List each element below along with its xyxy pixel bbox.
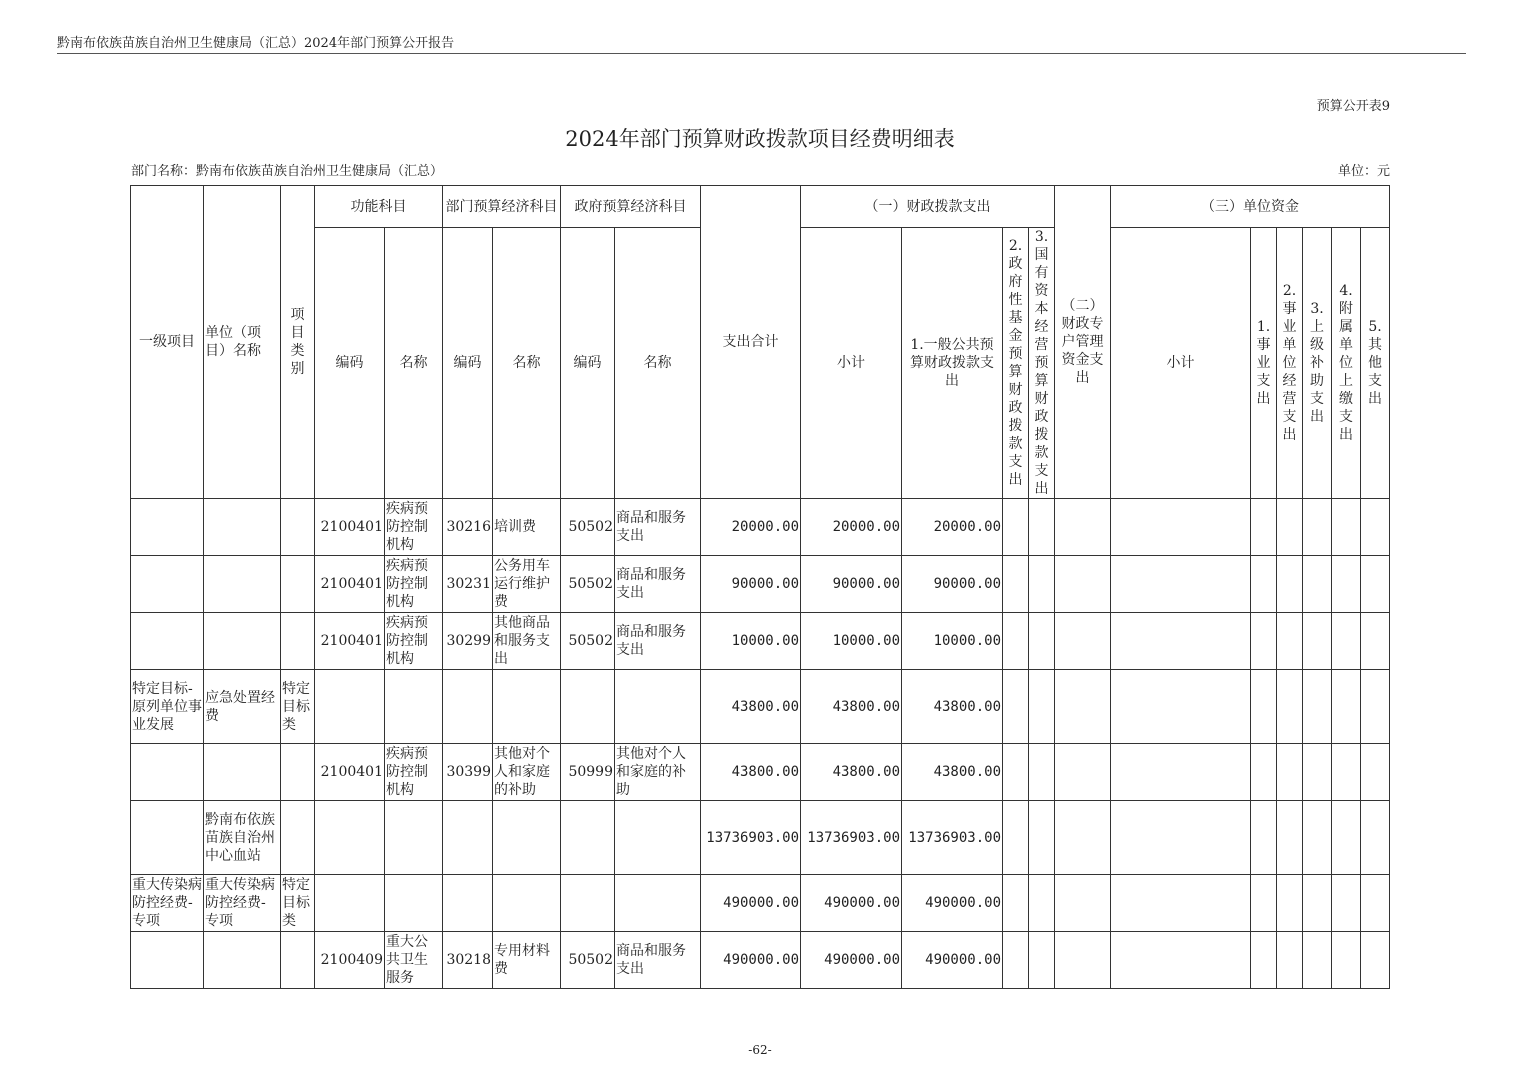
fin-gov-fund-cell [1003, 499, 1029, 556]
header-unit-name: 单位（项目）名称 [204, 186, 281, 499]
table-row [131, 556, 1390, 613]
fin-general-cell: 10000.00 [902, 613, 1003, 670]
unit-upper-cell [1303, 932, 1332, 989]
unit-affil-cell [1332, 499, 1361, 556]
fin-gov-fund-cell [1003, 670, 1029, 744]
level1-cell [131, 932, 204, 989]
category-cell [281, 613, 315, 670]
fin-subtotal-cell: 13736903.00 [801, 801, 902, 875]
fin-state-cap-cell [1029, 801, 1055, 875]
unit-subtotal-cell [1111, 744, 1251, 801]
unit-subtotal-cell [1111, 875, 1251, 932]
unit-affil-cell [1332, 613, 1361, 670]
special-cell [1055, 613, 1111, 670]
level1-cell [131, 613, 204, 670]
header-func-name: 名称 [385, 228, 443, 499]
fin-state-cap-cell [1029, 932, 1055, 989]
gov-name-cell: 商品和服务支出 [615, 932, 701, 989]
special-cell [1055, 744, 1111, 801]
table-row [131, 670, 1390, 744]
total-cell: 490000.00 [701, 932, 801, 989]
fin-gov-fund-cell [1003, 932, 1029, 989]
fin-general-cell: 43800.00 [902, 744, 1003, 801]
header-gov-code: 编码 [561, 228, 615, 499]
fin-state-cap-cell [1029, 613, 1055, 670]
fin-subtotal-cell: 490000.00 [801, 875, 902, 932]
unit-subtotal-cell [1111, 556, 1251, 613]
page-number: -62- [748, 1043, 772, 1057]
header-category: 项目类别 [281, 186, 315, 499]
header-func: 功能科目 [315, 186, 443, 228]
gov-code-cell [561, 670, 615, 744]
fin-state-cap-cell [1029, 670, 1055, 744]
unit-biz-op-cell [1277, 801, 1303, 875]
func-name-cell: 疾病预防控制机构 [385, 613, 443, 670]
unit-biz-cell [1251, 744, 1277, 801]
total-cell: 10000.00 [701, 613, 801, 670]
dept-name-cell: 公务用车运行维护费 [493, 556, 561, 613]
unit-biz-cell [1251, 613, 1277, 670]
page-title: 2024年部门预算财政拨款项目经费明细表 [565, 127, 955, 151]
func-name-cell: 疾病预防控制机构 [385, 744, 443, 801]
header-unit-funds: （三）单位资金 [1111, 186, 1390, 228]
special-cell [1055, 932, 1111, 989]
gov-name-cell [615, 875, 701, 932]
header-unit-subtotal: 小计 [1111, 228, 1251, 499]
unit-subtotal-cell [1111, 932, 1251, 989]
table-row [131, 801, 1390, 875]
fin-subtotal-cell: 43800.00 [801, 670, 902, 744]
dept-code-cell: 30218 [443, 932, 493, 989]
unit-other-cell [1361, 875, 1390, 932]
gov-name-cell [615, 670, 701, 744]
func-code-cell: 2100401 [315, 744, 385, 801]
unit-subtotal-cell [1111, 670, 1251, 744]
total-cell: 490000.00 [701, 875, 801, 932]
fin-gov-fund-cell [1003, 801, 1029, 875]
unit-biz-op-cell [1277, 932, 1303, 989]
unit-upper-cell [1303, 613, 1332, 670]
header-special: （二）财政专户管理资金支出 [1055, 186, 1111, 499]
header-dept-code: 编码 [443, 228, 493, 499]
func-code-cell [315, 801, 385, 875]
header-fin-subtotal: 小计 [801, 228, 902, 499]
table-number: 预算公开表9 [1316, 99, 1390, 114]
header-func-code: 编码 [315, 228, 385, 499]
dept-name-cell [493, 875, 561, 932]
unit-name-cell [204, 932, 281, 989]
header-unit-affil: 4.附属单位上缴支出 [1332, 228, 1361, 499]
header-dept-econ: 部门预算经济科目 [443, 186, 561, 228]
dept-name-cell: 培训费 [493, 499, 561, 556]
gov-code-cell: 50502 [561, 556, 615, 613]
total-cell: 43800.00 [701, 744, 801, 801]
category-cell: 特定目标类 [281, 670, 315, 744]
unit-upper-cell [1303, 556, 1332, 613]
func-code-cell [315, 670, 385, 744]
unit-name-cell [204, 499, 281, 556]
unit-other-cell [1361, 670, 1390, 744]
unit-name-cell [204, 556, 281, 613]
unit-affil-cell [1332, 801, 1361, 875]
table-row [131, 744, 1390, 801]
special-cell [1055, 556, 1111, 613]
level1-cell [131, 801, 204, 875]
fin-general-cell: 490000.00 [902, 932, 1003, 989]
category-cell [281, 556, 315, 613]
gov-code-cell: 50502 [561, 932, 615, 989]
total-cell: 90000.00 [701, 556, 801, 613]
document-header: 黔南布依族苗族自治州卫生健康局（汇总）2024年部门预算公开报告 [57, 36, 455, 51]
fin-subtotal-cell: 43800.00 [801, 744, 902, 801]
unit-name-cell: 重大传染病防控经费-专项 [204, 875, 281, 932]
fin-gov-fund-cell [1003, 556, 1029, 613]
header-fin: （一）财政拨款支出 [801, 186, 1055, 228]
level1-cell [131, 556, 204, 613]
fin-gov-fund-cell [1003, 744, 1029, 801]
func-code-cell: 2100401 [315, 613, 385, 670]
header-gov-econ: 政府预算经济科目 [561, 186, 701, 228]
func-name-cell [385, 801, 443, 875]
fin-gov-fund-cell [1003, 613, 1029, 670]
unit-other-cell [1361, 556, 1390, 613]
unit-biz-op-cell [1277, 670, 1303, 744]
unit-affil-cell [1332, 670, 1361, 744]
header-rule [57, 53, 1466, 54]
func-name-cell: 疾病预防控制机构 [385, 499, 443, 556]
func-code-cell: 2100401 [315, 556, 385, 613]
unit-other-cell [1361, 744, 1390, 801]
unit-other-cell [1361, 613, 1390, 670]
total-cell: 13736903.00 [701, 801, 801, 875]
unit-subtotal-cell [1111, 499, 1251, 556]
unit-biz-op-cell [1277, 875, 1303, 932]
unit-upper-cell [1303, 801, 1332, 875]
fin-general-cell: 43800.00 [902, 670, 1003, 744]
fin-gov-fund-cell [1003, 875, 1029, 932]
table-row [131, 875, 1390, 932]
total-cell: 20000.00 [701, 499, 801, 556]
header-level1: 一级项目 [131, 186, 204, 499]
func-code-cell: 2100409 [315, 932, 385, 989]
dept-code-cell [443, 801, 493, 875]
table-row [131, 932, 1390, 989]
fin-state-cap-cell [1029, 499, 1055, 556]
category-cell [281, 744, 315, 801]
unit-other-cell [1361, 801, 1390, 875]
unit-name-cell [204, 744, 281, 801]
department-name: 部门名称：黔南布依族苗族自治州卫生健康局（汇总） [131, 164, 444, 179]
dept-name-cell [493, 801, 561, 875]
unit-biz-op-cell [1277, 499, 1303, 556]
table-row [131, 499, 1390, 556]
unit-subtotal-cell [1111, 801, 1251, 875]
header-fin-state-cap: 3.国有资本经营预算财政拨款支出 [1029, 228, 1055, 499]
dept-name-cell [493, 670, 561, 744]
fin-state-cap-cell [1029, 875, 1055, 932]
unit-biz-cell [1251, 801, 1277, 875]
unit-upper-cell [1303, 670, 1332, 744]
gov-name-cell: 商品和服务支出 [615, 613, 701, 670]
unit-affil-cell [1332, 875, 1361, 932]
header-gov-name: 名称 [615, 228, 701, 499]
header-fin-general: 1.一般公共预算财政拨款支出 [902, 228, 1003, 499]
dept-code-cell: 30231 [443, 556, 493, 613]
gov-code-cell: 50999 [561, 744, 615, 801]
unit-biz-cell [1251, 499, 1277, 556]
unit-upper-cell [1303, 875, 1332, 932]
fin-general-cell: 13736903.00 [902, 801, 1003, 875]
gov-code-cell [561, 801, 615, 875]
special-cell [1055, 875, 1111, 932]
table-row [131, 613, 1390, 670]
fin-general-cell: 90000.00 [902, 556, 1003, 613]
gov-code-cell: 50502 [561, 613, 615, 670]
level1-cell: 特定目标-原列单位事业发展 [131, 670, 204, 744]
fin-subtotal-cell: 90000.00 [801, 556, 902, 613]
level1-cell [131, 744, 204, 801]
dept-code-cell: 30399 [443, 744, 493, 801]
unit-affil-cell [1332, 744, 1361, 801]
unit-biz-op-cell [1277, 613, 1303, 670]
level1-cell: 重大传染病防控经费-专项 [131, 875, 204, 932]
level1-cell [131, 499, 204, 556]
func-name-cell [385, 875, 443, 932]
unit-upper-cell [1303, 744, 1332, 801]
currency-unit: 单位：元 [1337, 164, 1390, 179]
func-name-cell: 疾病预防控制机构 [385, 556, 443, 613]
header-row-1 [131, 186, 1390, 228]
category-cell [281, 801, 315, 875]
func-code-cell: 2100401 [315, 499, 385, 556]
header-unit-biz: 1.事业支出 [1251, 228, 1277, 499]
category-cell [281, 499, 315, 556]
dept-code-cell [443, 670, 493, 744]
fin-subtotal-cell: 10000.00 [801, 613, 902, 670]
category-cell [281, 932, 315, 989]
fin-general-cell: 20000.00 [902, 499, 1003, 556]
total-cell: 43800.00 [701, 670, 801, 744]
fin-general-cell: 490000.00 [902, 875, 1003, 932]
dept-code-cell [443, 875, 493, 932]
dept-name-cell: 其他对个人和家庭的补助 [493, 744, 561, 801]
fin-state-cap-cell [1029, 556, 1055, 613]
budget-table [130, 185, 1390, 989]
gov-name-cell: 其他对个人和家庭的补助 [615, 744, 701, 801]
unit-affil-cell [1332, 932, 1361, 989]
header-dept-name: 名称 [493, 228, 561, 499]
header-fin-gov-fund: 2.政府性基金预算财政拨款支出 [1003, 228, 1029, 499]
unit-biz-op-cell [1277, 556, 1303, 613]
unit-other-cell [1361, 499, 1390, 556]
fin-subtotal-cell: 20000.00 [801, 499, 902, 556]
fin-subtotal-cell: 490000.00 [801, 932, 902, 989]
unit-other-cell [1361, 932, 1390, 989]
dept-code-cell: 30216 [443, 499, 493, 556]
header-unit-biz-op: 2.事业单位经营支出 [1277, 228, 1303, 499]
func-name-cell: 重大公共卫生服务 [385, 932, 443, 989]
unit-name-cell: 黔南布依族苗族自治州中心血站 [204, 801, 281, 875]
func-name-cell [385, 670, 443, 744]
gov-name-cell: 商品和服务支出 [615, 499, 701, 556]
header-unit-other: 5.其他支出 [1361, 228, 1390, 499]
gov-code-cell: 50502 [561, 499, 615, 556]
unit-upper-cell [1303, 499, 1332, 556]
special-cell [1055, 801, 1111, 875]
header-unit-upper: 3.上级补助支出 [1303, 228, 1332, 499]
unit-affil-cell [1332, 556, 1361, 613]
unit-name-cell: 应急处置经费 [204, 670, 281, 744]
dept-name-cell: 其他商品和服务支出 [493, 613, 561, 670]
unit-subtotal-cell [1111, 613, 1251, 670]
unit-biz-cell [1251, 932, 1277, 989]
unit-biz-op-cell [1277, 744, 1303, 801]
unit-biz-cell [1251, 670, 1277, 744]
dept-name-cell: 专用材料费 [493, 932, 561, 989]
gov-name-cell [615, 801, 701, 875]
unit-name-cell [204, 613, 281, 670]
unit-biz-cell [1251, 556, 1277, 613]
dept-code-cell: 30299 [443, 613, 493, 670]
unit-biz-cell [1251, 875, 1277, 932]
gov-code-cell [561, 875, 615, 932]
category-cell: 特定目标类 [281, 875, 315, 932]
special-cell [1055, 670, 1111, 744]
gov-name-cell: 商品和服务支出 [615, 556, 701, 613]
func-code-cell [315, 875, 385, 932]
fin-state-cap-cell [1029, 744, 1055, 801]
header-total: 支出合计 [701, 186, 801, 499]
special-cell [1055, 499, 1111, 556]
